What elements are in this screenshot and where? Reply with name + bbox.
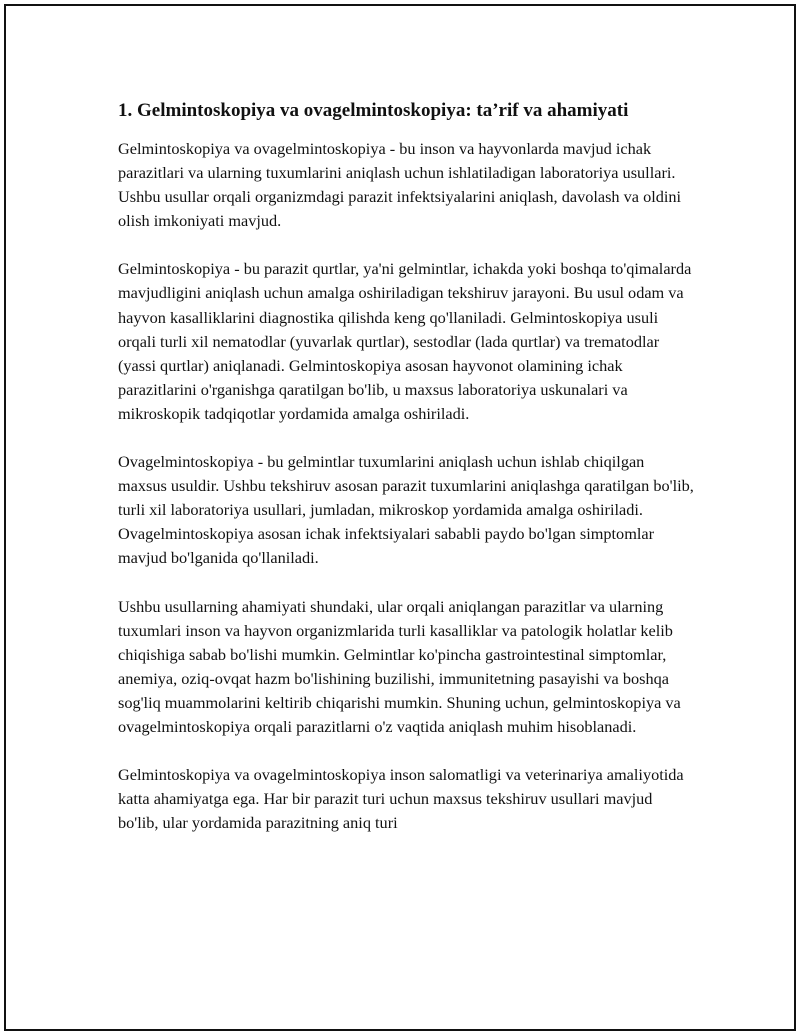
section-heading: 1. Gelmintoskopiya va ovagelmintoskopiya: ta’rif va ahamiyati [118, 100, 629, 121]
document-page [4, 4, 796, 1031]
paragraph-intro: Gelmintoskopiya va ovagelmintoskopiya - bu inson va hayvonlarda mavjud ichak parazitlari va ularning tuxumlarini aniqlash uchun ishlatiladigan laboratoriya usullari. Ushbu usullar orqali organizmdagi parazit infektsiyalarini aniqlash, davolash va oldini olish imkoniyati mavjud. [118, 139, 682, 231]
document-body [118, 99, 694, 859]
paragraph-ovagelmintoskopiya: Ovagelmintoskopiya - bu gelmintlar tuxumlarini aniqlash uchun ishlab chiqilgan maxsus usuldir. Ushbu tekshiruv asosan parazit tuxumlarini aniqlashga qaratilgan bo'lib, turli xil laboratoriya usullari, jumladan, mikroskop yordamida amalga oshiriladi. Ovagelmintoskopiya asosan ichak infektsiyalari sababli paydo bo'lgan simptomlar mavjud bo'lganida qo'llaniladi. [118, 452, 694, 568]
paragraph-conclusion: Gelmintoskopiya va ovagelmintoskopiya inson salomatligi va veterinariya amaliyotida katta ahamiyatga ega. Har bir parazit turi uchun maxsus tekshiruv usullari mavjud bo'lib, ular yordamida parazitning aniq turi [118, 765, 684, 833]
paragraph-gelmintoskopiya: Gelmintoskopiya - bu parazit qurtlar, ya'ni gelmintlar, ichakda yoki boshqa to'qimalarda mavjudligini aniqlash uchun amalga oshiriladigan tekshiruv jarayoni. Bu usul odam va hayvon kasalliklarini diagnostika qilishda keng qo'llaniladi. Gelmintoskopiya usuli orqali turli xil nematodlar (yuvarlak qurtlar), sestodlar (lada qurtlar) va trematodlar (yassi qurtlar) aniqlanadi. Gelmintoskopiya asosan hayvonot olamining ichak parazitlarini o'rganishga qaratilgan bo'lib, u maxsus laboratoriya uskunalari va mikroskopik tadqiqotlar yordamida amalga oshiriladi. [118, 259, 692, 423]
paragraph-importance: Ushbu usullarning ahamiyati shundaki, ular orqali aniqlangan parazitlar va ularning tuxumlari inson va hayvon organizmlarida turli kasalliklar va patologik holatlar kelib chiqishiga sabab bo'lishi mumkin. Gelmintlar ko'pincha gastrointestinal simptomlar, anemiya, oziq-ovqat hazm bo'lishining buzilishi, immunitetning pasayishi va boshqa sog'liq muammolarini keltirib chiqarishi mumkin. Shuning uchun, gelmintoskopiya va ovagelmintoskopiya orqali parazitlarni o'z vaqtida aniqlash muhim hisoblanadi. [118, 596, 681, 736]
